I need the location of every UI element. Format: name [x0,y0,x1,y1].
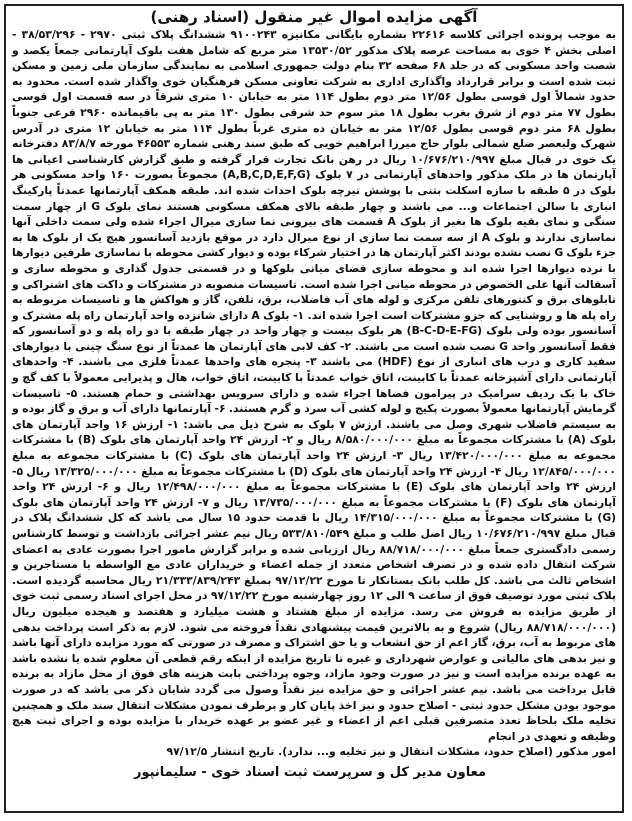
notice-closing: امور مذکور (اصلاح حدود، مشکلات انتقال و نیز تخلیه و... ندارد). تاریخ انتشار ۹۷/۱۲/۵ [166,745,616,759]
notice-body: به موجب پرونده اجرائی کلاسه ۲۲۶۱۶ بشماره بایگانی مکانیزه ۹۱۰۰۲۴۳ ششدانگ پلاک ثبتی ۲۹۷۰ - ۳۸/۵۳/۲۹۶ - اصلی بخش ۴ خوی به مساحت عرصه پلاک مذکور ۱۳۵۳۰/۵۲ متر مربع که شامل هفت بلوک آپارتمانی جمعاً یکصد و شصت واحد مسکونی که در جلد ۶۸ صفحه ۳۲ بنام دولت جمهوری اسلامی به نمایندگی سازمان ملی زمین و مسکن ثبت شده است و برابر قرارداد واگذاری اداری به شرکت تعاونی مسکن فرهنگیان خوی واگذار شده است. محدود به حدود شمالاً اول قوسی بطول ۱۲/۵۶ متر دوم بطول ۱۱۴ متر به خیابان ۱۰ متری شرقاً در سه قسمت اول قوسی بطول ۷۷ متر دوم از شرق بغرب بطول ۱۸ متر سوم حد شرقی بطول ۱۳۰ متر به پی باقیمانده ۲۹۶۰ فرعی جنوباً بطول ۶۸ متر دوم قوسی بطول ۱۲/۵۶ متر به خیابان ده متری غرباً بطول ۱۱۴ متر به خیابان ۱۲ متری در آدرس شهرک ولیعصر ضلع شمالی بلوار حاج میرزا ابراهیم خویی که طبق سند رهنی شماره ۴۶۵۵۳ مورخه ۸۳/۸/۷ دفترخانه یک خوی در قبال مبلغ ۱۰/۶۷۶/۲۱۰/۹۹۷ ریال در رهن بانک تجارت قرار گرفته و طبق گزارش کارشناسی اعیانی ها آپارتمان ها در ملک مذکور واحدهای آپارتمانی در ۷ بلوک (A,B,C,D,E,F,G) مجموعاً بصورت ۱۶۰ واحد مسکونی هر بلوک در ۵ طبقه با سازه اسکلت بتنی با پوشش تیرچه بلوک احداث شده اند. طبقه همکف آپارتمانها عمدتاً پارکینگ انباری با سالن اجتماعات و... می باشند و چهار طبقه بالای همکف مسکونی هستند نمای بلوک G از چهار سمت سنگی و نمای بقیه بلوک ها بغیر از بلوک A قسمت های بیرونی نما سازی میرال اجراء شده ولی سمت داخلی آنها نماسازی ندارند و بلوک A از سه سمت نما سازی از نوع میرال دارد در موقع بازدید آسانسور هیچ یک از بلوک ها به جزء بلوک G نصب نشده بودند اکثر آپارتمان ها در اختیار شرکاء بوده و دیوار کشی محوطه با نماسازی طرفین دیوارها با نرده دیوارها اجرا شده اند و محوطه سازی فضای میانی بلوکها و در قسمتی جدول گذاری و محوطه سازی و آسفالت آنها علی الخصوص در محوطه میانی اجرا شده است. تاسیسات منصوبه در مشترکات و داکت های اشتراکی و تابلوهای برق و کنتورهای تلفن مرکزی و لوله های آب فاضلاب، برق، تلفن، گاز و هواکش ها و تاسیسات مربوطه به راه پله ها و روشنایی که جزو مشترکات است اجرا شده اند. ۱- بلوک A دارای شانزده واحد آپارتمان راه پله مشترک و آسانسور بوده ولی بلوک (B-C-D-E-FG) هر بلوک بیست و چهار واحد در چهار طبقه با دو راه پله و دو آسانسور که فقط آسانسور واحد G نصب شده است می باشند. ۲- کف لابی های آپارتمان ها عمدتاً از نوع سنگ چینی با دیوارهای سفید کاری و درب های انباری از نوع (HDF) می باشند ۳- پنجره های واحدها عمدتاً فلزی می باشند. ۴- واحدهای آپارتمانی دارای آشپزخانه عمدتاً با کابینت، اتاق خواب عمدتاً با کابینت، اتاق خواب، هال و پذیرایی معمولاً با کف گچ و خاک با یک ردیف سرامیک در پیرامون فضاها اجراء شده و دارای سرویس بهداشتی و حمام هستند. ۵- تاسیسات گرمایش آپارتمانها معمولاً بصورت پکیج و لوله کشی آب سرد و گرم هستند. ۶- آپارتمانها دارای آب و برق و گاز بوده و به سیستم فاضلاب شهری وصل می باشند. ارزش ۷ بلوک به شرح ذیل می باشد: ۱- ارزش ۱۶ واحد آپارتمان های بلوک (A) با مشترکات مجموعاً به مبلغ ۸/۵۸۰/۰۰۰/۰۰۰ ریال و ۲- ارزش ۲۴ واحد آپارتمان های بلوک (B) با مشترکات مجموعه به مبلغ ۱۳/۴۲۰/۰۰۰/۰۰۰ ریال ۳- ارزش ۲۴ واحد آپارتمان های بلوک (C) با مشترکات مجموعه به مبلغ ۱۲/۸۴۵/۰۰۰/۰۰۰ ریال ۴- ارزش ۲۴ واحد آپارتمان های بلوک (D) با مشترکات مجموعاً به مبلغ ۱۳/۳۲۵/۰۰۰/۰۰۰ ریال ۵- ارزش ۲۴ واحد آپارتمان های بلوک (E) با مشترکات مجموعاً به مبلغ ۱۲/۴۹۸/۰۰۰/۰۰۰ ریال و ۶- ارزش ۲۴ واحد آپارتمان های بلوک (F) با مشترکات مجموعاً به مبلغ ۱۳/۷۳۵/۰۰۰/۰۰۰ ریال و ۷- ارزش ۲۴ واحد آپارتمان های بلوک (G) با مشترکات مجموعاً به مبلغ ۱۴/۳۱۵/۰۰۰/۰۰۰ ریال با قدمت حدود ۱۵ سال می باشد که کل ششدانگ پلاک در قبال مبلغ ۱۰/۶۷۶/۲۱۰/۹۹۷ ریال اصل طلب و مبلغ ۵۳۳/۸۱۰/۵۴۹ ریال نیم عشر اجرائی بازداشت و توسط کارشناس رسمی دادگستری جمعاً مبلغ ۸۸/۷۱۸/۰۰۰/۰۰۰ ریال ارزیابی شده و برابر گزارش مامور اجرا بصورت عادی به اعضای شرکت انتقال داده شده و در تصرف اشخاص متعدد از جمله اعضاء و خریداران عادی مع الواسطه یا مستاجرین و اشخاص ثالث می باشد. کل طلب بانک بستانکار تا مورخ ۹۷/۱۲/۲۲ بمبلغ ۲۱/۳۳۳/۸۳۹/۲۴۳ ریال محاسبه گردیده است. پلاک ثبتی مورد توصیف فوق از ساعت ۹ الی ۱۲ روز چهارشنبه مورخ ۹۷/۱۲/۲۲ در محل اجرای اسناد رسمی ثبت خوی از طریق مزایده به فروش می رسد. مزایده از مبلغ هشتاد و هشت میلیارد و هفتصد و هیجده میلیون ریال (۸۸/۷۱۸/۰۰۰/۰۰۰ ریال) شروع و به بالاترین قیمت پیشنهادی نقداً فروخته می شود. لازم به ذکر است پرداخت بدهی های مربوط به آب، برق، گاز اعم از حق انشعاب و یا حق اشتراک و مصرف در صورتی که مورد مزایده دارای آنها باشد و نیز بدهی های مالیاتی و عوارض شهرداری و غیره تا تاریخ مزایده از اینکه رقم قطعی آن معلوم شده یا نشده باشد به عهده برنده مزایده است و نیز در صورت وجود مازاد، وجوه پرداختی بابت هزینه های فوق از محل مازاد به برنده قابل برداخت می باشد. نیم عشر اجرائی و حق مزایده نیز نقداً وصول می گردد شایان ذکر می باشد که در صورت موجود بودن مشکل حدود ثبتی - اصلاح حدود و نیز اخذ پایان کار و برطرف نمودن مشکلات انتقال سند ملک و همچنین تخلیه ملک بلحاظ تعدد متصرفین قبلی اعم از اعضاء و غیر عضو بر عهده خریدار با مزایده بوده و اجرای ثبت هیچ وظیفه و تعهدی در انجام [12,28,617,743]
notice-title: آگهی مزایده اموال غیر منقول (اسناد رهنی) [150,8,478,26]
auction-notice [4,4,624,813]
signature: معاون مدیر کل و سرپرست ثبت اسناد خوی - سلیمانپور [133,764,486,780]
